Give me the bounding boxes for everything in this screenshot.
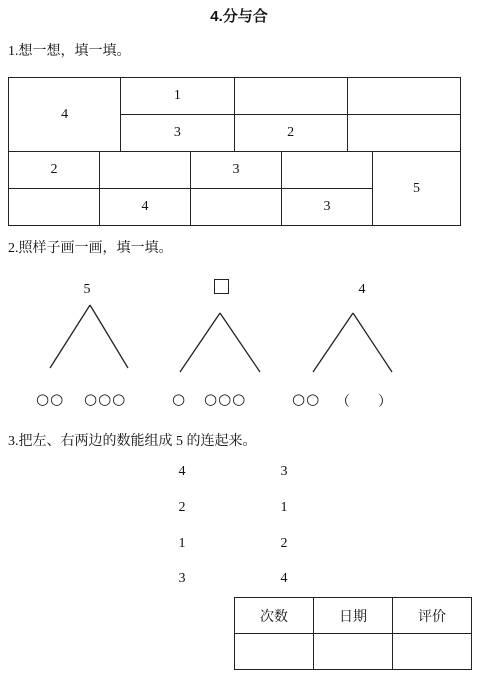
part-cell: 2 (9, 152, 100, 189)
right-number[interactable]: 1 (280, 500, 288, 515)
blank-cell[interactable] (191, 189, 282, 226)
part-cell: 3 (191, 152, 282, 189)
answer-parentheses[interactable]: （ ） (336, 395, 392, 410)
question-3-heading: 3.把左、右两边的数能组成 5 的连起来。 (8, 434, 257, 449)
blank-cell[interactable] (9, 189, 100, 226)
right-number[interactable]: 4 (280, 571, 288, 586)
blank-cell[interactable] (347, 78, 460, 115)
branch-line (50, 305, 90, 368)
part-cell: 3 (121, 115, 234, 152)
branch-lines (0, 300, 478, 380)
right-number[interactable]: 2 (280, 536, 288, 551)
left-number[interactable]: 1 (178, 536, 186, 551)
branch-line (353, 313, 392, 372)
blank-cell[interactable] (100, 152, 191, 189)
header-date: 日期 (314, 598, 393, 634)
total-cell: 5 (373, 152, 461, 226)
tree-2-right-circles: ○○○ (204, 390, 247, 408)
header-rating: 评价 (393, 598, 472, 634)
blank-cell[interactable] (347, 115, 460, 152)
branch-line (313, 313, 353, 372)
tree-1-left-circles: ○○ (36, 390, 65, 408)
question-2-heading: 2.照样子画一画，填一填。 (8, 241, 173, 256)
tree-2-left-circles: ○ (172, 390, 187, 408)
blank-cell[interactable] (314, 634, 393, 670)
left-number[interactable]: 3 (178, 571, 186, 586)
blank-cell[interactable] (393, 634, 472, 670)
tree-1-top: 5 (83, 282, 91, 297)
part-cell: 1 (121, 78, 234, 115)
tree-3-left-circles: ○○ (292, 390, 321, 408)
left-number[interactable]: 2 (178, 500, 186, 515)
left-number[interactable]: 4 (178, 464, 186, 479)
header-count: 次数 (235, 598, 314, 634)
tree-1-right-circles: ○○○ (84, 390, 127, 408)
branch-line (180, 313, 220, 372)
page-title: 4.分与合 (210, 8, 268, 25)
evaluation-table (234, 597, 472, 670)
total-cell: 4 (9, 78, 121, 152)
part-cell: 2 (234, 115, 347, 152)
blank-cell[interactable] (235, 634, 314, 670)
branch-line (220, 313, 260, 372)
question-1-heading: 1.想一想，填一填。 (8, 44, 131, 59)
tree-3-top: 4 (358, 282, 366, 297)
part-cell: 3 (282, 189, 373, 226)
blank-square-icon[interactable] (214, 279, 229, 294)
part-cell: 4 (100, 189, 191, 226)
split-table-2 (8, 151, 461, 226)
branch-line (90, 305, 128, 368)
split-table-1 (8, 77, 461, 152)
right-number[interactable]: 3 (280, 464, 288, 479)
blank-cell[interactable] (282, 152, 373, 189)
blank-cell[interactable] (234, 78, 347, 115)
